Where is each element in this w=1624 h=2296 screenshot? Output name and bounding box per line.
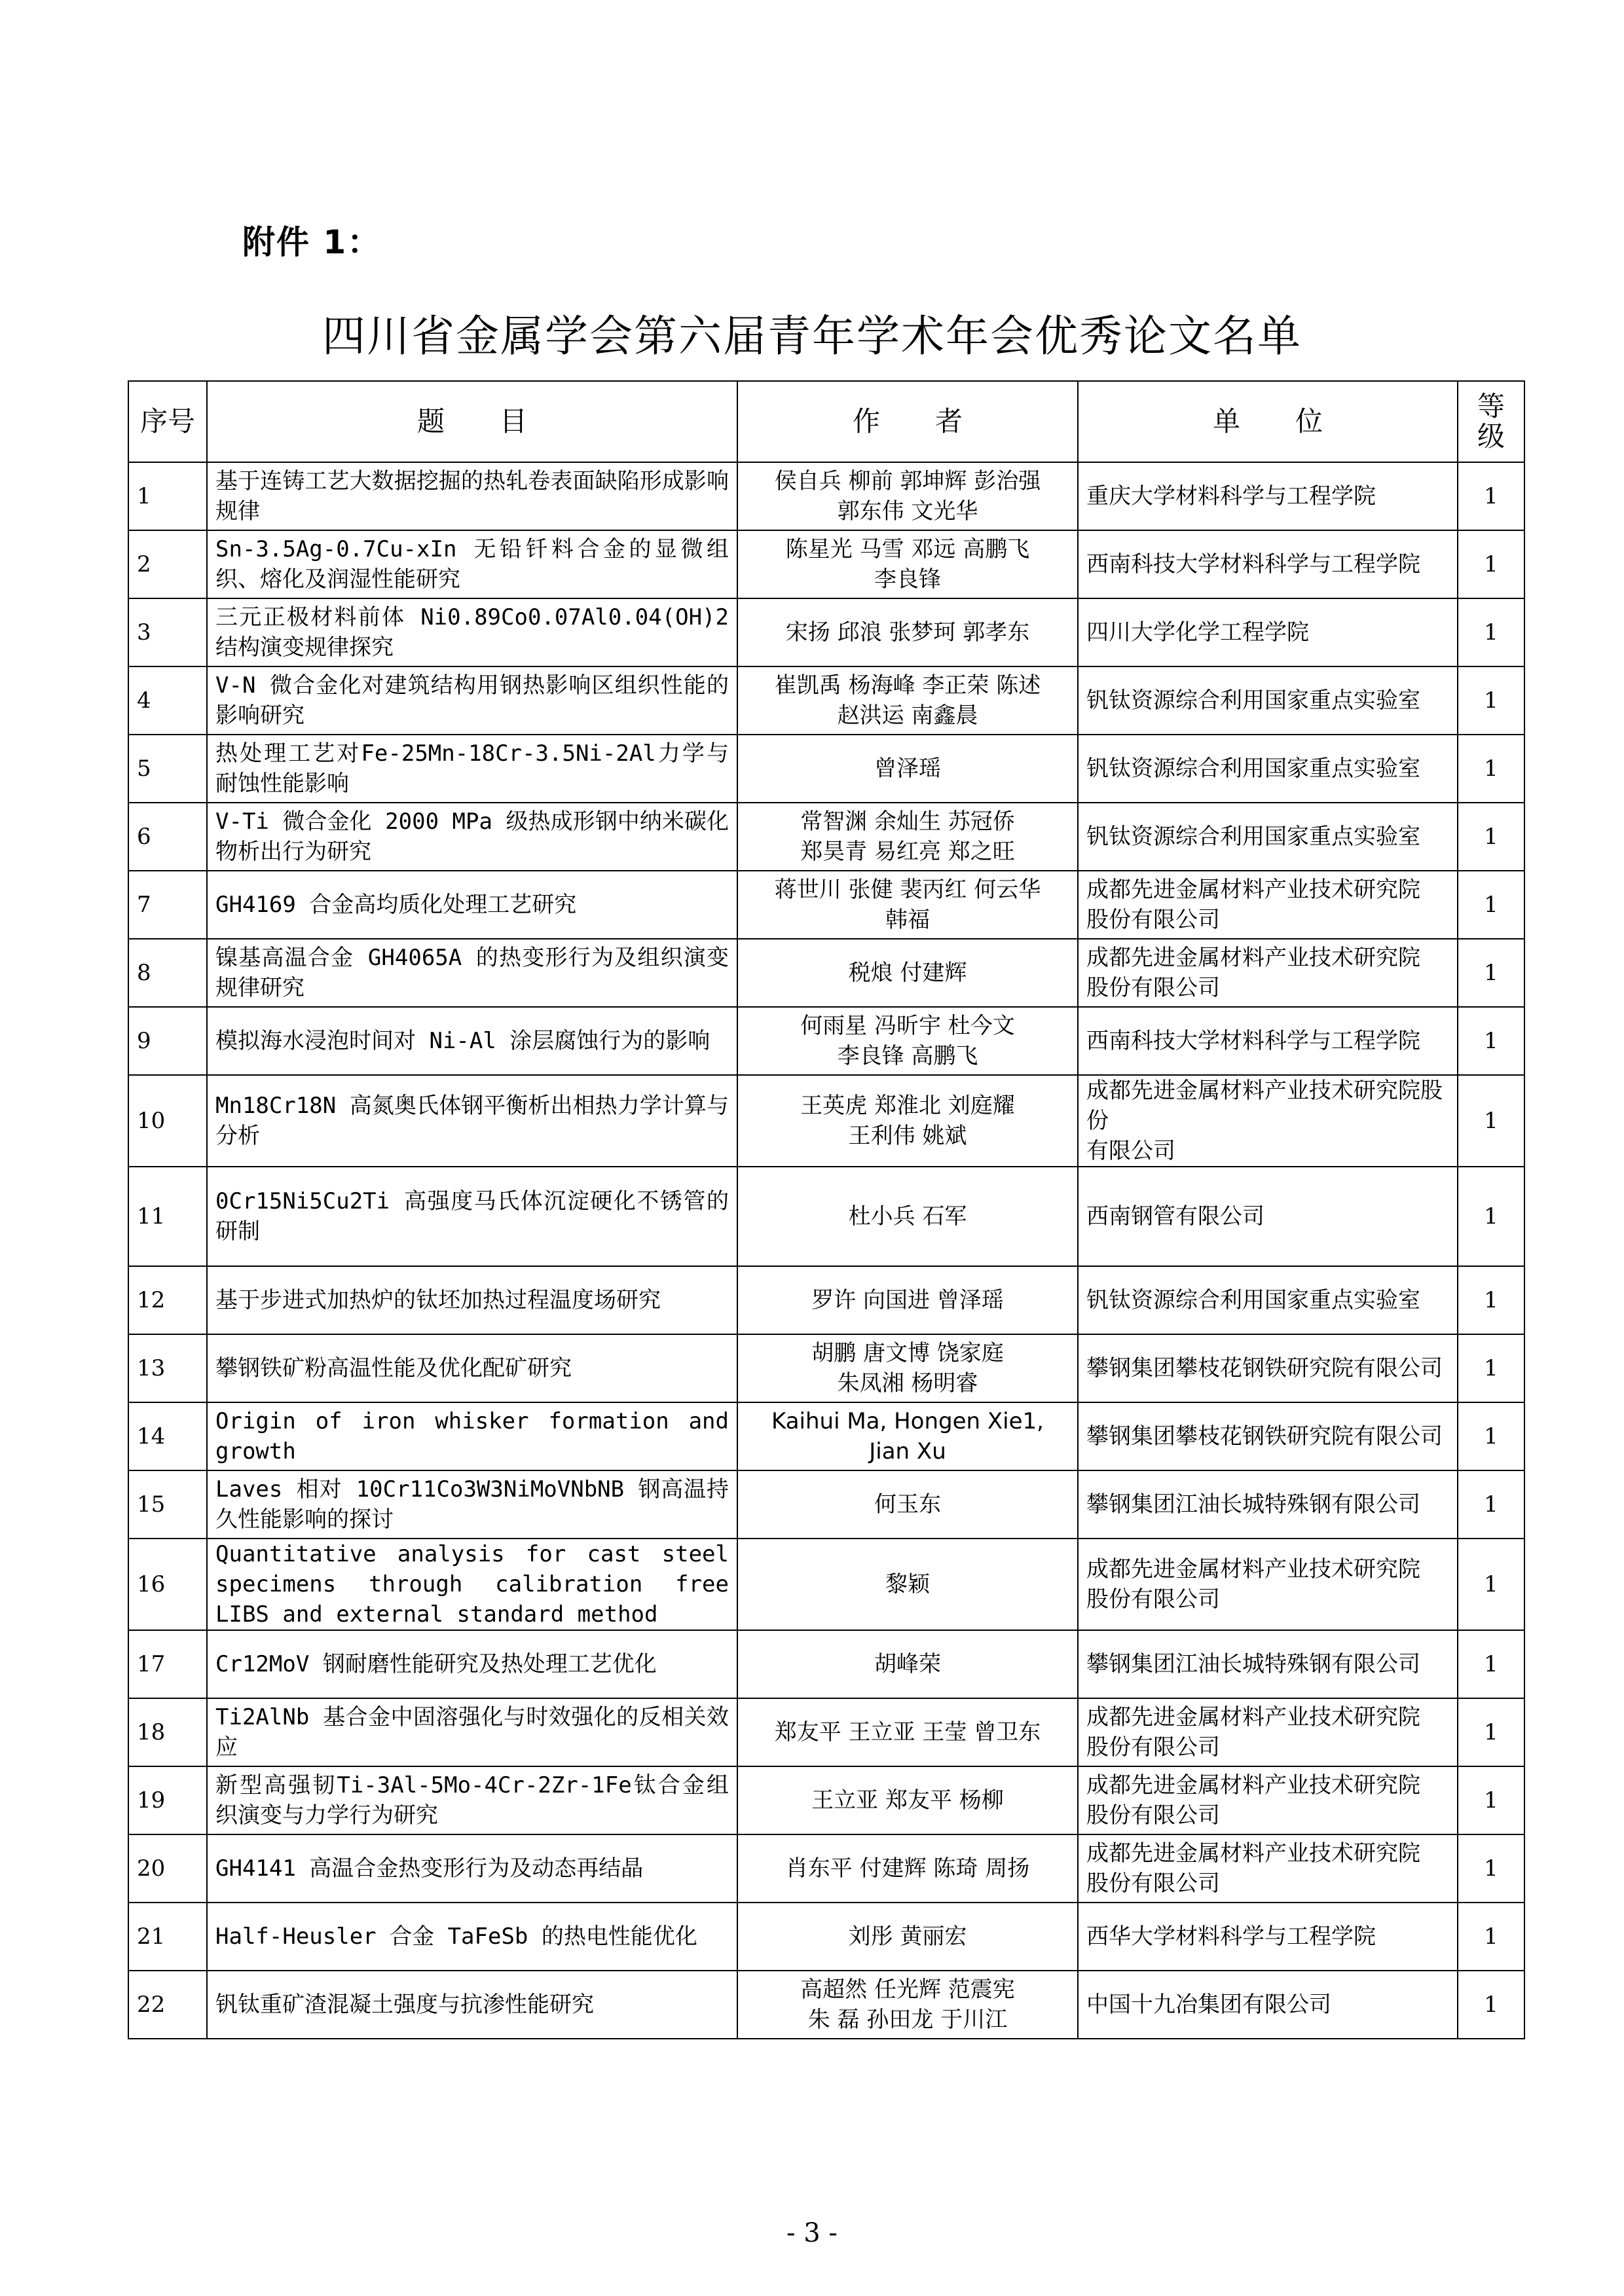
table-row	[128, 1266, 1524, 1334]
row-seq: 4	[128, 666, 207, 735]
row-unit: 攀钢集团江油长城特殊钢有限公司	[1078, 1630, 1458, 1698]
row-title: 三元正极材料前体 Ni0.89Co0.07Al0.04(OH)2 结构演变规律探究	[207, 598, 737, 666]
row-grade: 1	[1458, 1766, 1524, 1834]
row-unit: 成都先进金属材料产业技术研究院 股份有限公司	[1078, 1698, 1458, 1766]
row-title: 热处理工艺对Fe-25Mn-18Cr-3.5Ni-2Al力学与耐蚀性能影响	[207, 735, 737, 803]
row-seq: 13	[128, 1334, 207, 1402]
row-authors: 郑友平 王立亚 王莹 曾卫东	[737, 1698, 1078, 1766]
row-title: GH4141 高温合金热变形行为及动态再结晶	[207, 1834, 737, 1903]
table-body	[128, 462, 1524, 2039]
row-authors: 曾泽瑶	[737, 735, 1078, 803]
row-unit: 成都先进金属材料产业技术研究院股份 有限公司	[1078, 1075, 1458, 1167]
row-grade: 1	[1458, 1402, 1524, 1470]
row-seq: 10	[128, 1075, 207, 1167]
row-title: Sn-3.5Ag-0.7Cu-xIn 无铅钎料合金的显微组织、熔化及润湿性能研究	[207, 530, 737, 598]
table-row	[128, 1402, 1524, 1470]
row-grade: 1	[1458, 1971, 1524, 2039]
table-row	[128, 1167, 1524, 1266]
table-row	[128, 1766, 1524, 1834]
row-seq: 17	[128, 1630, 207, 1698]
row-authors: 税烺 付建辉	[737, 939, 1078, 1007]
award-table	[128, 380, 1525, 2039]
table-row	[128, 1971, 1524, 2039]
row-authors: 肖东平 付建辉 陈琦 周扬	[737, 1834, 1078, 1903]
row-authors: 侯自兵 柳前 郭坤辉 彭治强 郭东伟 文光华	[737, 462, 1078, 530]
table-row	[128, 1630, 1524, 1698]
table-row	[128, 1470, 1524, 1539]
row-grade: 1	[1458, 1834, 1524, 1903]
row-title: 钒钛重矿渣混凝土强度与抗渗性能研究	[207, 1971, 737, 2039]
row-grade: 1	[1458, 1903, 1524, 1971]
table-row	[128, 598, 1524, 666]
row-title: Origin of iron whisker formation and growth	[207, 1402, 737, 1470]
row-unit: 成都先进金属材料产业技术研究院 股份有限公司	[1078, 871, 1458, 939]
row-unit: 攀钢集团攀枝花钢铁研究院有限公司	[1078, 1402, 1458, 1470]
row-unit: 重庆大学材料科学与工程学院	[1078, 462, 1458, 530]
row-grade: 1	[1458, 530, 1524, 598]
attachment-label: 附件 1：	[242, 223, 382, 261]
row-unit: 钒钛资源综合利用国家重点实验室	[1078, 666, 1458, 735]
row-seq: 2	[128, 530, 207, 598]
table-row	[128, 1007, 1524, 1075]
row-grade: 1	[1458, 1007, 1524, 1075]
table-row	[128, 462, 1524, 530]
row-authors: 胡鹏 唐文博 饶家庭 朱凤湘 杨明睿	[737, 1334, 1078, 1402]
table-row	[128, 1698, 1524, 1766]
row-authors: 陈星光 马雪 邓远 高鹏飞 李良锋	[737, 530, 1078, 598]
row-title: 基于连铸工艺大数据挖掘的热轧卷表面缺陷形成影响规律	[207, 462, 737, 530]
row-authors: 宋扬 邱浪 张梦珂 郭孝东	[737, 598, 1078, 666]
row-grade: 1	[1458, 1539, 1524, 1630]
row-seq: 1	[128, 462, 207, 530]
row-seq: 19	[128, 1766, 207, 1834]
column-header-seq: 序号	[128, 381, 207, 462]
row-unit: 钒钛资源综合利用国家重点实验室	[1078, 1266, 1458, 1334]
row-seq: 11	[128, 1167, 207, 1266]
row-title: Half-Heusler 合金 TaFeSb 的热电性能优化	[207, 1903, 737, 1971]
row-unit: 成都先进金属材料产业技术研究院 股份有限公司	[1078, 1834, 1458, 1903]
row-unit: 成都先进金属材料产业技术研究院 股份有限公司	[1078, 939, 1458, 1007]
row-grade: 1	[1458, 939, 1524, 1007]
row-seq: 21	[128, 1903, 207, 1971]
row-grade: 1	[1458, 871, 1524, 939]
row-title: 攀钢铁矿粉高温性能及优化配矿研究	[207, 1334, 737, 1402]
row-authors: 何雨星 冯昕宇 杜今文 李良锋 高鹏飞	[737, 1007, 1078, 1075]
table-row	[128, 735, 1524, 803]
row-title: 基于步进式加热炉的钛坯加热过程温度场研究	[207, 1266, 737, 1334]
row-authors: 王英虎 郑淮北 刘庭耀 王利伟 姚斌	[737, 1075, 1078, 1167]
row-title: V-N 微合金化对建筑结构用钢热影响区组织性能的影响研究	[207, 666, 737, 735]
row-authors: 何玉东	[737, 1470, 1078, 1539]
row-seq: 15	[128, 1470, 207, 1539]
row-title: 镍基高温合金 GH4065A 的热变形行为及组织演变规律研究	[207, 939, 737, 1007]
row-grade: 1	[1458, 666, 1524, 735]
row-title: Mn18Cr18N 高氮奥氏体钢平衡析出相热力学计算与分析	[207, 1075, 737, 1167]
row-grade: 1	[1458, 735, 1524, 803]
row-title: Laves 相对 10Cr11Co3W3NiMoVNbNB 钢高温持久性能影响的探讨	[207, 1470, 737, 1539]
row-grade: 1	[1458, 462, 1524, 530]
row-seq: 20	[128, 1834, 207, 1903]
row-unit: 四川大学化学工程学院	[1078, 598, 1458, 666]
row-grade: 1	[1458, 1698, 1524, 1766]
table-row	[128, 871, 1524, 939]
row-authors: 杜小兵 石军	[737, 1167, 1078, 1266]
row-title: Cr12MoV 钢耐磨性能研究及热处理工艺优化	[207, 1630, 737, 1698]
row-title: 模拟海水浸泡时间对 Ni-Al 涂层腐蚀行为的影响	[207, 1007, 737, 1075]
row-authors: 高超然 任光辉 范震宪 朱 磊 孙田龙 于川江	[737, 1971, 1078, 2039]
row-grade: 1	[1458, 1167, 1524, 1266]
row-unit: 攀钢集团攀枝花钢铁研究院有限公司	[1078, 1334, 1458, 1402]
table-row	[128, 1834, 1524, 1903]
table-row	[128, 1334, 1524, 1402]
row-unit: 西华大学材料科学与工程学院	[1078, 1903, 1458, 1971]
row-authors: 蒋世川 张健 裴丙红 何云华 韩福	[737, 871, 1078, 939]
row-seq: 3	[128, 598, 207, 666]
table-row	[128, 1075, 1524, 1167]
row-unit: 成都先进金属材料产业技术研究院 股份有限公司	[1078, 1539, 1458, 1630]
row-unit: 西南科技大学材料科学与工程学院	[1078, 530, 1458, 598]
row-authors: 罗许 向国进 曾泽瑶	[737, 1266, 1078, 1334]
row-title: 0Cr15Ni5Cu2Ti 高强度马氏体沉淀硬化不锈管的研制	[207, 1167, 737, 1266]
row-unit: 成都先进金属材料产业技术研究院 股份有限公司	[1078, 1766, 1458, 1834]
row-title: 新型高强韧Ti-3Al-5Mo-4Cr-2Zr-1Fe钛合金组织演变与力学行为研究	[207, 1766, 737, 1834]
row-seq: 12	[128, 1266, 207, 1334]
row-seq: 9	[128, 1007, 207, 1075]
table-row	[128, 803, 1524, 871]
row-seq: 7	[128, 871, 207, 939]
row-title: V-Ti 微合金化 2000 MPa 级热成形钢中纳米碳化物析出行为研究	[207, 803, 737, 871]
table-row	[128, 666, 1524, 735]
row-seq: 14	[128, 1402, 207, 1470]
row-grade: 1	[1458, 1470, 1524, 1539]
row-authors: Kaihui Ma, Hongen Xie1, Jian Xu	[737, 1402, 1078, 1470]
table-header-row	[128, 381, 1524, 462]
table-row	[128, 530, 1524, 598]
row-title: GH4169 合金高均质化处理工艺研究	[207, 871, 737, 939]
row-grade: 1	[1458, 1334, 1524, 1402]
row-seq: 6	[128, 803, 207, 871]
row-authors: 刘彤 黄丽宏	[737, 1903, 1078, 1971]
row-authors: 黎颖	[737, 1539, 1078, 1630]
row-seq: 8	[128, 939, 207, 1007]
row-title: Quantitative analysis for cast steel specimens through calibration free LIBS and external standard method	[207, 1539, 737, 1630]
table-row	[128, 1539, 1524, 1630]
table-row	[128, 1903, 1524, 1971]
row-unit: 西南科技大学材料科学与工程学院	[1078, 1007, 1458, 1075]
row-seq: 16	[128, 1539, 207, 1630]
table-row	[128, 939, 1524, 1007]
row-unit: 攀钢集团江油长城特殊钢有限公司	[1078, 1470, 1458, 1539]
row-grade: 1	[1458, 1075, 1524, 1167]
row-unit: 西南钢管有限公司	[1078, 1167, 1458, 1266]
column-header-authors: 作 者	[737, 381, 1078, 462]
row-unit: 钒钛资源综合利用国家重点实验室	[1078, 803, 1458, 871]
page-number: - 3 -	[786, 2218, 838, 2248]
row-grade: 1	[1458, 803, 1524, 871]
row-grade: 1	[1458, 1266, 1524, 1334]
row-authors: 常智渊 余灿生 苏冠侨 郑昊青 易红亮 郑之旺	[737, 803, 1078, 871]
row-grade: 1	[1458, 1630, 1524, 1698]
row-authors: 崔凯禹 杨海峰 李正荣 陈述 赵洪运 南鑫晨	[737, 666, 1078, 735]
document-title: 四川省金属学会第六届青年学术年会优秀论文名单	[322, 311, 1302, 361]
row-authors: 胡峰荣	[737, 1630, 1078, 1698]
row-unit: 中国十九冶集团有限公司	[1078, 1971, 1458, 2039]
row-seq: 18	[128, 1698, 207, 1766]
row-seq: 5	[128, 735, 207, 803]
row-grade: 1	[1458, 598, 1524, 666]
row-title: Ti2AlNb 基合金中固溶强化与时效强化的反相关效应	[207, 1698, 737, 1766]
column-header-title: 题 目	[207, 381, 737, 462]
column-header-unit: 单 位	[1078, 381, 1458, 462]
row-authors: 王立亚 郑友平 杨柳	[737, 1766, 1078, 1834]
row-unit: 钒钛资源综合利用国家重点实验室	[1078, 735, 1458, 803]
column-header-grade: 等级	[1458, 381, 1524, 462]
row-seq: 22	[128, 1971, 207, 2039]
